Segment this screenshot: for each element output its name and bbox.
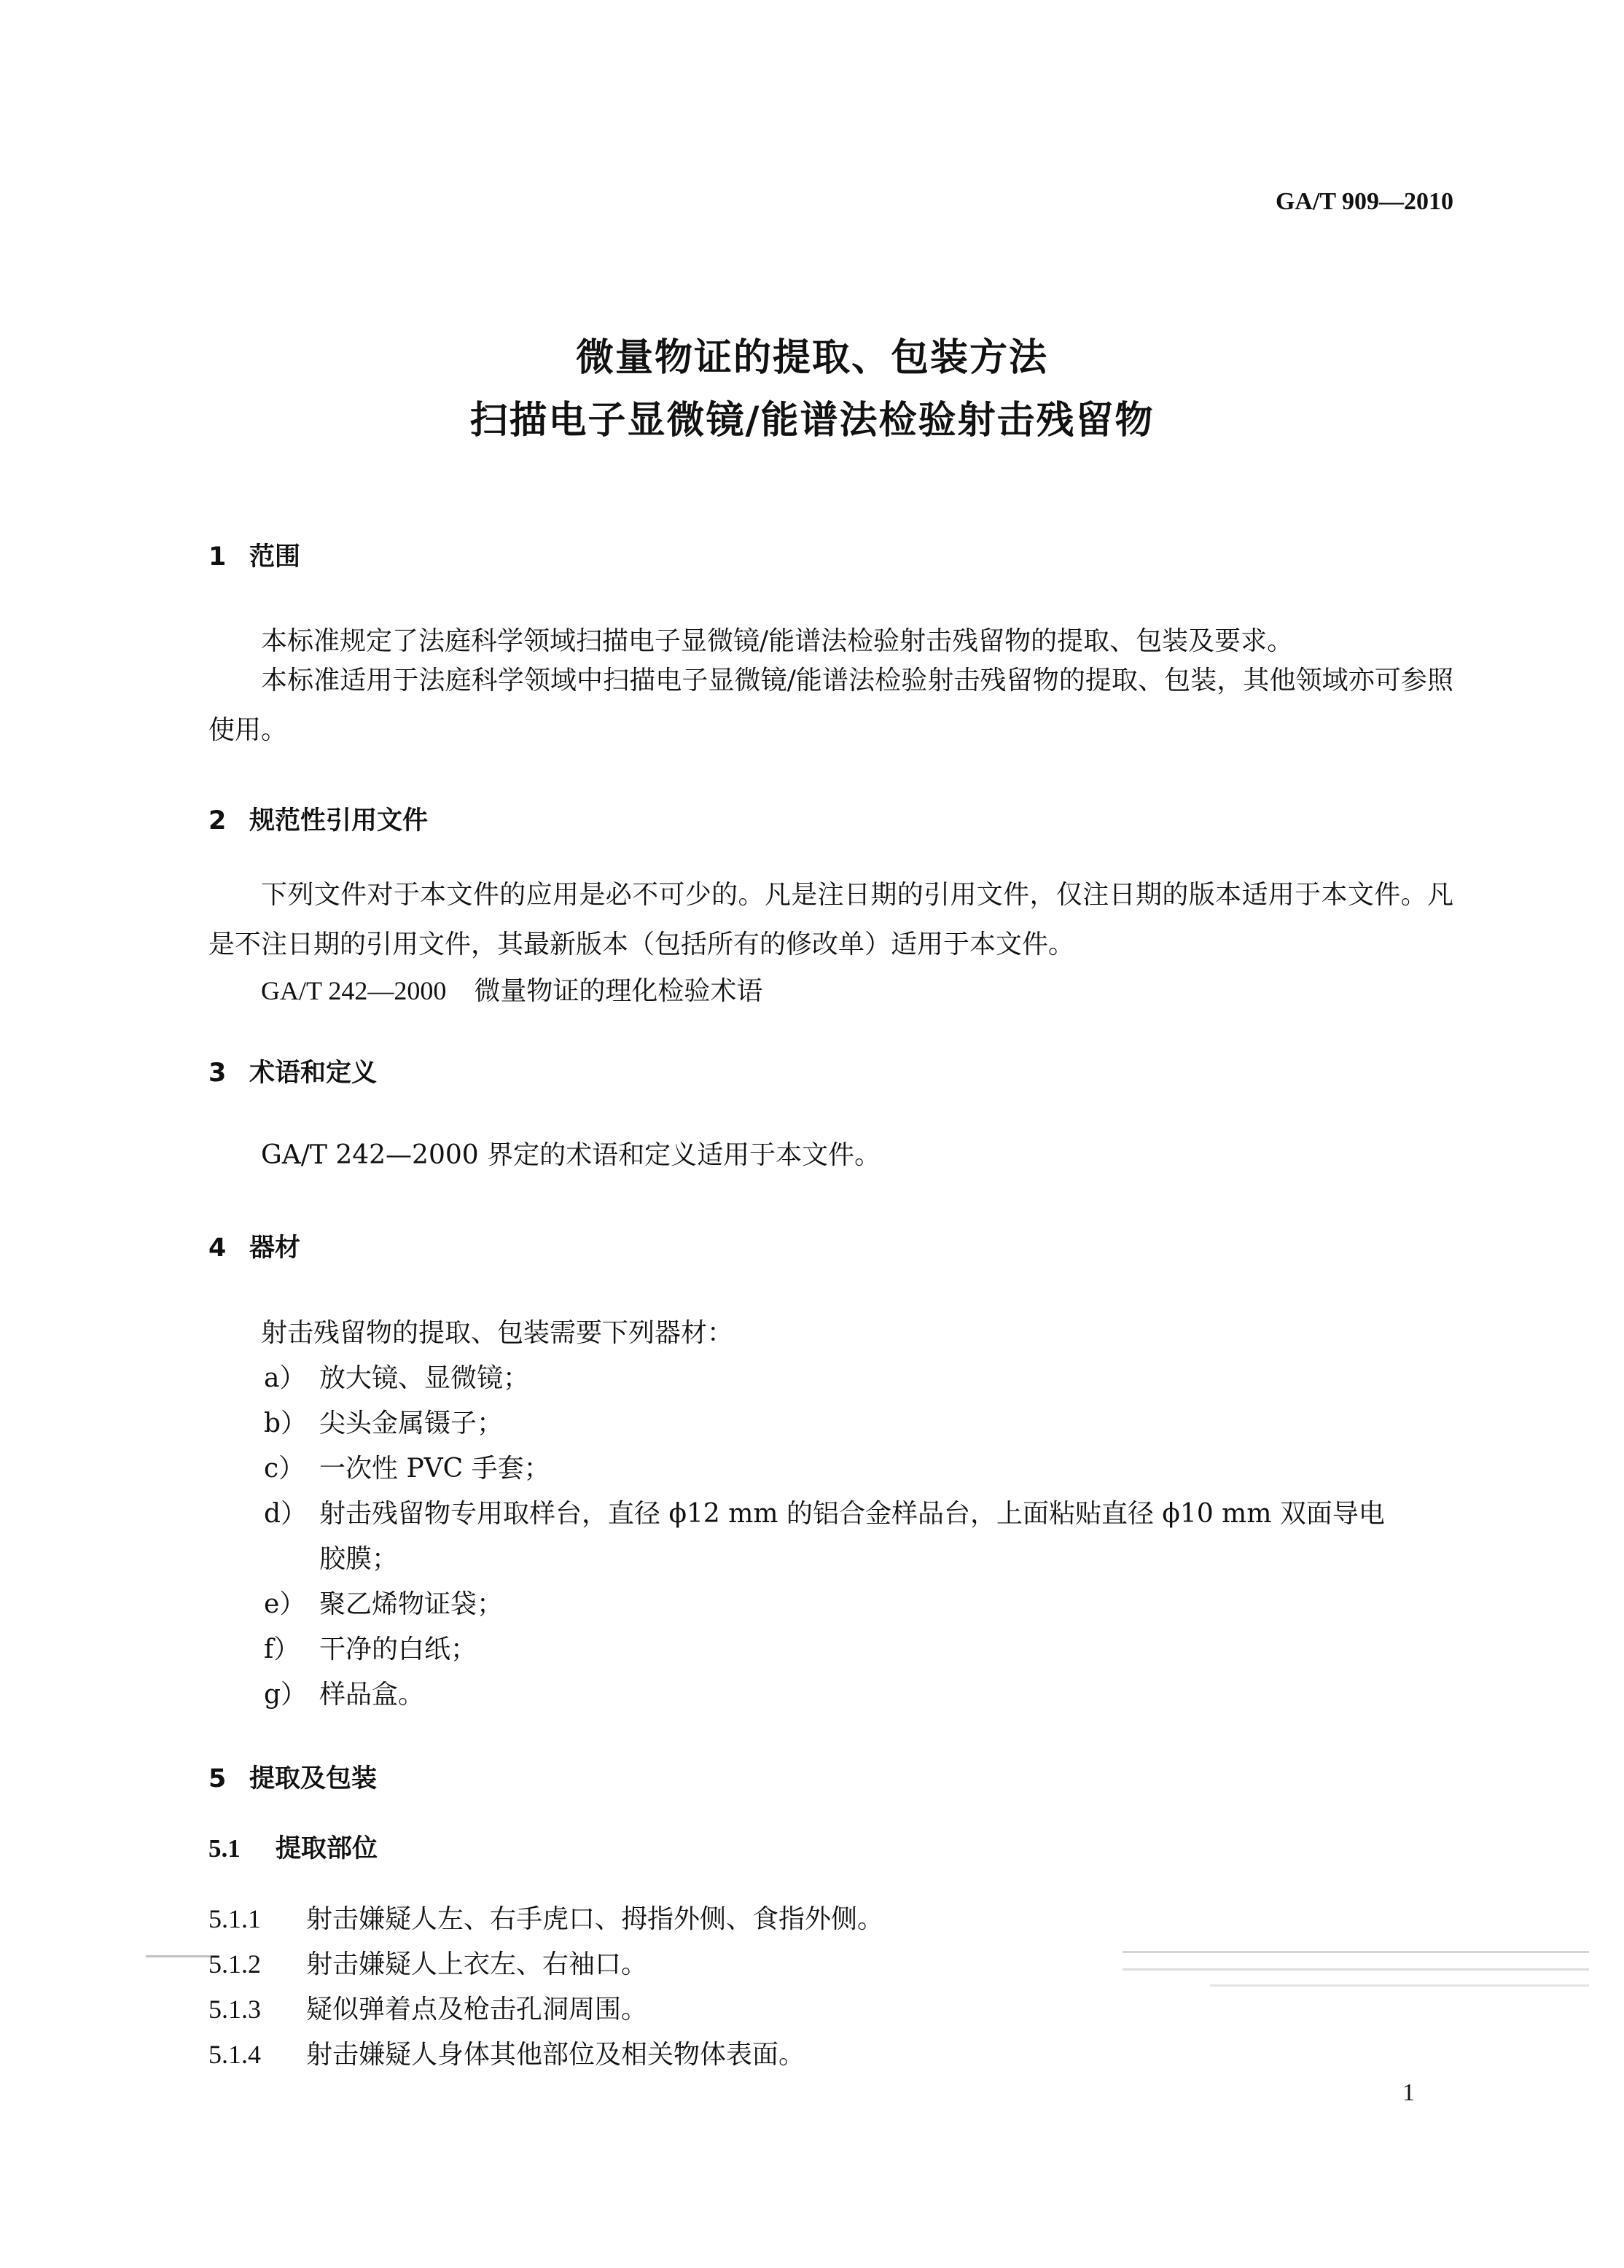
section-5-heading: [208, 1758, 377, 1795]
clause-number: 5.1.4: [208, 2040, 261, 2069]
section-1-paragraph-2: 本标准适用于法庭科学领域中扫描电子显微镜/能谱法检验射击残留物的提取、包装，其他领域亦可参照使用。: [208, 666, 1453, 745]
section-4-heading: [208, 1228, 300, 1264]
list-text: 放大镜、显微镜；: [319, 1363, 530, 1393]
clause-text: 疑似弹着点及枪击孔洞周围。: [306, 1995, 648, 2025]
section-4-intro: 射击残留物的提取、包装需要下列器材：: [261, 1318, 734, 1348]
list-label: d）: [264, 1499, 308, 1529]
section-number: 5: [208, 1764, 227, 1793]
list-item: [264, 1448, 550, 1485]
subsection-title: 提取部位: [276, 1834, 378, 1863]
section-2-paragraph-1: 下列文件对于本文件的应用是必不可少的。凡是注日期的引用文件，仅注日期的版本适用于本文件。凡是不注日期的引用文件，其最新版本（包括所有的修改单）适用于本文件。: [208, 880, 1453, 959]
clause: [208, 2034, 805, 2071]
list-item: [264, 1493, 1385, 1530]
title-line-2: 扫描电子显微镜/能谱法检验射击残留物: [469, 399, 1155, 443]
section-3-paragraph-1: GA/T 242—2000 界定的术语和定义适用于本文件。: [261, 1140, 881, 1170]
section-2-heading: [208, 800, 428, 837]
section-3-heading: [208, 1053, 377, 1089]
list-text: 射击残留物专用取样台，直径 ϕ12 mm 的铝合金样品台，上面粘贴直径 ϕ10 mm 双面导电: [319, 1499, 1385, 1529]
section-title: 术语和定义: [249, 1059, 378, 1088]
list-text: 样品盒。: [319, 1680, 425, 1710]
scan-noise: [146, 1955, 211, 1957]
list-text: 聚乙烯物证袋；: [319, 1589, 504, 1619]
list-label: a）: [264, 1363, 306, 1393]
section-number: 2: [208, 806, 227, 835]
reference-code: GA/T 242—2000: [261, 976, 447, 1005]
clause-number: 5.1.1: [208, 1904, 261, 1933]
clause: [208, 1898, 883, 1936]
scan-noise: [1123, 1968, 1589, 1971]
list-text: 干净的白纸；: [319, 1634, 477, 1664]
list-label: g）: [264, 1680, 308, 1710]
list-item: [264, 1403, 503, 1440]
list-item: [264, 1357, 529, 1395]
list-label: c）: [264, 1454, 305, 1484]
scan-noise: [1123, 1951, 1589, 1953]
clause-number: 5.1.3: [208, 1995, 261, 2024]
list-label: e）: [264, 1589, 306, 1619]
scan-noise: [1210, 1984, 1589, 1987]
clause: [208, 1944, 647, 1981]
standard-number: GA/T 909—2010: [1275, 188, 1453, 215]
title-line-1: 微量物证的提取、包装方法: [575, 336, 1048, 380]
section-title: 提取及包装: [249, 1764, 378, 1793]
list-item-continuation: 胶膜；: [319, 1544, 399, 1574]
section-title: 范围: [249, 542, 301, 572]
section-1-paragraph-1: 本标准规定了法庭科学领域扫描电子显微镜/能谱法检验射击残留物的提取、包装及要求。: [261, 626, 1294, 656]
reference-title: 微量物证的理化检验术语: [474, 976, 763, 1006]
subsection-5-1-heading: [208, 1828, 378, 1865]
list-label: b）: [264, 1408, 308, 1438]
clause: [208, 1989, 647, 2026]
section-number: 3: [208, 1059, 227, 1088]
subsection-number: 5.1: [208, 1834, 241, 1863]
list-item: [264, 1674, 424, 1711]
list-text: 一次性 PVC 手套；: [319, 1454, 550, 1484]
clause-text: 射击嫌疑人上衣左、右袖口。: [306, 1949, 648, 1979]
list-text: 尖头金属镊子；: [319, 1408, 504, 1438]
list-label: f）: [264, 1634, 300, 1664]
page-number: 1: [1402, 2079, 1415, 2106]
section-title: 规范性引用文件: [249, 806, 429, 835]
section-number: 1: [208, 542, 227, 572]
normative-reference: [261, 970, 762, 1008]
clause-text: 射击嫌疑人身体其他部位及相关物体表面。: [306, 2040, 805, 2070]
section-title: 器材: [249, 1234, 301, 1263]
clause-text: 射击嫌疑人左、右手虎口、拇指外侧、食指外侧。: [306, 1904, 884, 1934]
list-item: [264, 1629, 477, 1666]
clause-number: 5.1.2: [208, 1949, 261, 1979]
section-1-heading: [208, 537, 300, 573]
section-number: 4: [208, 1234, 227, 1263]
list-item: [264, 1583, 503, 1621]
